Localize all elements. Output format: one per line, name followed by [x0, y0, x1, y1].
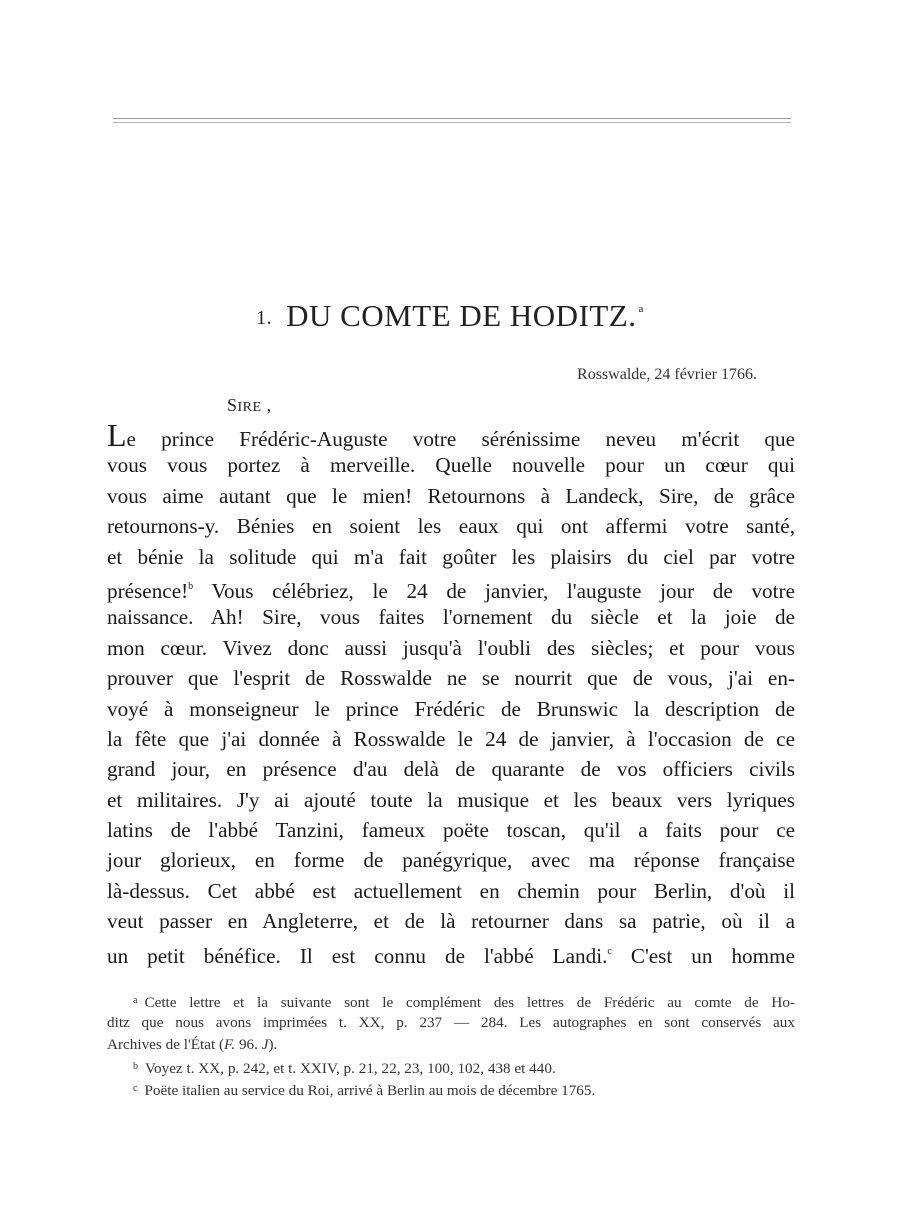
body-line: voyé à monseigneur le prince Frédéric de Brunswic la description de	[107, 696, 795, 721]
body-line: retournons-y. Bénies en soient les eaux qui ont affermi votre santé,	[107, 514, 795, 539]
body-line: vous vous portez à merveille. Quelle nouvelle pour un cœur qui	[107, 453, 795, 478]
footnote-c: $^c$ Poëte italien au service du Roi, arrivé à Berlin au mois de décembre 1765.	[133, 1082, 596, 1099]
footnote-mark-b: b	[188, 580, 194, 592]
body-line: mon cœur. Vivez donc aussi jusqu'à l'oubli des siècles; et pour vous	[107, 635, 795, 660]
body-line: naissance. Ah! Sire, vous faites l'ornement du siècle et la joie de	[107, 605, 795, 630]
body-line: la fête que j'ai donnée à Rosswalde le 24 de janvier, à l'occasion de ce	[107, 726, 795, 751]
footnote-b-mark: b	[133, 1061, 138, 1072]
body-line: présence!$^b$ Vous célébriez, le 24 de janvier, l'auguste jour de votre	[107, 578, 795, 603]
body-line: veut passer en Angleterre, et de là retourner dans sa patrie, où il a	[107, 909, 795, 934]
footnotes	[107, 990, 795, 1100]
body-line: latins de l'abbé Tanzini, fameux poëte toscan, qu'il a faits pour ce	[107, 818, 795, 843]
letter-number: 1.	[256, 307, 273, 329]
salutation	[227, 395, 272, 416]
footnote-a-mark: a	[133, 995, 138, 1006]
letter-title: DU COMTE DE HODITZ.	[286, 298, 637, 333]
body-line: un petit bénéfice. Il est connu de l'abbé Landi.$^c$ C'est un homme	[107, 943, 796, 968]
footnote-a-line: ditz que nous avons imprimées t. XX, p. 237 — 284. Les autographes en sont conservés aux	[107, 1014, 795, 1031]
footnote-a-line: Archives de l'État (F. 96. J).	[107, 1036, 278, 1053]
body-line: vous aime autant que le mien! Retournons à Landeck, Sire, de grâce	[107, 483, 795, 508]
dateline: Rosswalde, 24 février 1766.	[577, 366, 757, 383]
footnote-mark-c: c	[607, 945, 612, 957]
footnote-a: $^a$ Cette lettre et la suivante sont le complément des lettres de Frédéric au comte de Ho-	[133, 994, 795, 1011]
footnote-c-mark: c	[133, 1083, 138, 1094]
body-line: prouver que l'esprit de Rosswalde ne se nourrit que de vous, j'ai en-	[107, 666, 795, 691]
drop-cap: L	[107, 417, 127, 453]
salutation-rest: IRE	[237, 400, 262, 415]
salutation-punct: ,	[261, 395, 272, 415]
letter-heading	[0, 298, 900, 334]
footnote-b: $^b$ Voyez t. XX, p. 242, et t. XXIV, p. 21, 22, 23, 100, 102, 438 et 440.	[133, 1060, 556, 1077]
letter-body	[107, 417, 796, 968]
body-line: et militaires. J'y ai ajouté toute la musique et les beaux vers lyriques	[107, 787, 795, 812]
body-line: jour glorieux, en forme de panégyrique, avec ma réponse française	[107, 848, 795, 873]
body-line: Le prince Frédéric-Auguste votre sérénissime neveu m'écrit que	[107, 417, 795, 453]
title-footnote-mark: a	[638, 303, 644, 315]
header-rule	[113, 118, 791, 123]
body-line: grand jour, en présence d'au delà de quarante de vos officiers civils	[107, 757, 795, 782]
body-line: là-dessus. Cet abbé est actuellement en chemin pour Berlin, d'où il	[107, 878, 795, 903]
salutation-initial: S	[227, 395, 238, 415]
body-line: et bénie la solitude qui m'a fait goûter les plaisirs du ciel par votre	[107, 544, 795, 569]
